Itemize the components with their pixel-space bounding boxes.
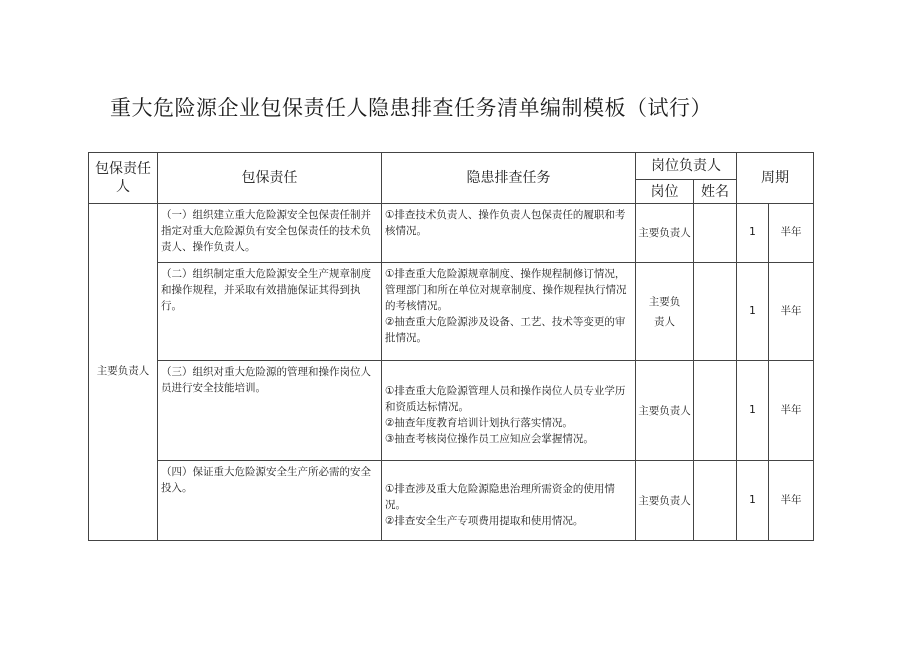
name-cell xyxy=(694,263,737,361)
tasks-cell: ①排查重大危险源管理人员和操作岗位人员专业学历和资质达标情况。 ②抽查年度教育培训计划执行落实情况。 ③抽查考核岗位操作员工应知应会掌握情况。 xyxy=(382,361,636,461)
duty-cell: （三）组织对重大危险源的管理和操作岗位人员进行安全技能培训。 xyxy=(158,361,382,461)
duty-cell: （四）保证重大危险源安全生产所必需的安全投入。 xyxy=(158,461,382,541)
duty-cell: （一）组织建立重大危险源安全包保责任制并指定对重大危险源负有安全包保责任的技术负责人、操作负责人。 xyxy=(158,204,382,263)
header-period: 周期 xyxy=(737,153,814,204)
period-unit-cell: 半年 xyxy=(769,361,814,461)
name-cell xyxy=(694,204,737,263)
header-tasks: 隐患排查任务 xyxy=(382,153,636,204)
period-unit-cell: 半年 xyxy=(769,461,814,541)
period-unit-cell: 半年 xyxy=(769,263,814,361)
name-cell xyxy=(694,361,737,461)
table-row xyxy=(89,263,814,361)
table-row xyxy=(89,461,814,541)
tasks-cell: ①排查重大危险源规章制度、操作规程制修订情况，管理部门和所在单位对规章制度、操作规程执行情况的考核情况。 ②抽查重大危险源涉及设备、工艺、技术等变更的审批情况。 xyxy=(382,263,636,361)
post-cell: 主要负责人 xyxy=(636,263,694,361)
duty-cell: （二）组织制定重大危险源安全生产规章制度和操作规程，并采取有效措施保证其得到执行。 xyxy=(158,263,382,361)
name-cell xyxy=(694,461,737,541)
tasks-cell: ①排查涉及重大危险源隐患治理所需资金的使用情况。 ②排查安全生产专项费用提取和使用情况。 xyxy=(382,461,636,541)
task-table xyxy=(88,152,814,541)
post-cell: 主要负责人 xyxy=(636,461,694,541)
period-unit-cell: 半年 xyxy=(769,204,814,263)
post-cell: 主要负责人 xyxy=(636,204,694,263)
post-cell: 主要负责人 xyxy=(636,361,694,461)
header-name: 姓名 xyxy=(694,180,737,204)
header-row-1 xyxy=(89,153,814,180)
page-title: 重大危险源企业包保责任人隐患排查任务清单编制模板（试行） xyxy=(110,96,712,120)
principal-cell: 主要负责人 xyxy=(89,204,158,541)
table-row xyxy=(89,204,814,263)
period-count-cell: 1 xyxy=(737,263,769,361)
header-post-owner: 岗位负责人 xyxy=(636,153,737,180)
header-duty: 包保责任 xyxy=(158,153,382,204)
period-count-cell: 1 xyxy=(737,361,769,461)
header-person: 包保责任人 xyxy=(89,153,158,204)
table-row xyxy=(89,361,814,461)
period-count-cell: 1 xyxy=(737,461,769,541)
period-count-cell: 1 xyxy=(737,204,769,263)
header-post: 岗位 xyxy=(636,180,694,204)
tasks-cell: ①排查技术负责人、操作负责人包保责任的履职和考核情况。 xyxy=(382,204,636,263)
